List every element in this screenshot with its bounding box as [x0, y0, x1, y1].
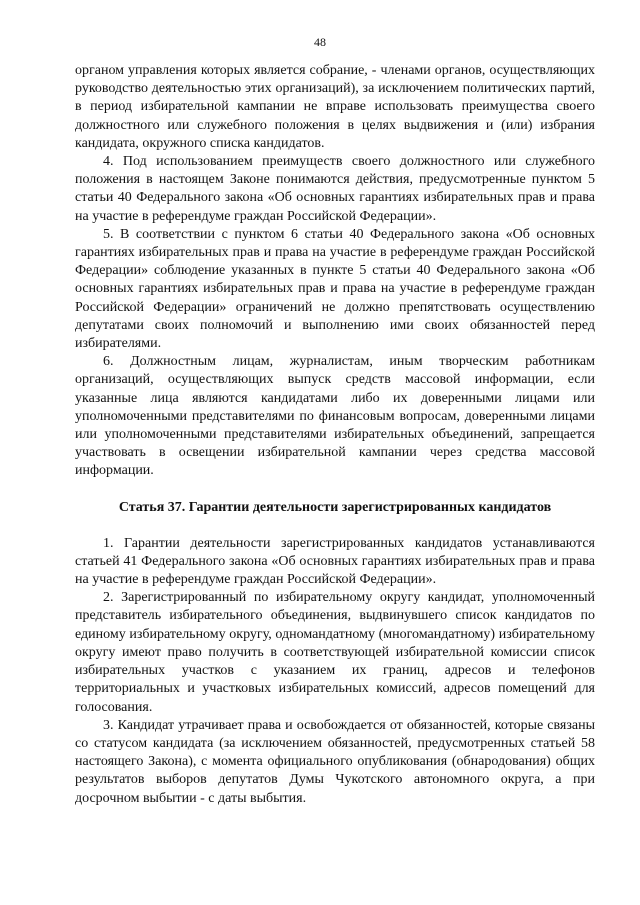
- paragraph-item-6: 6. Должностным лицам, журналистам, иным творческим работникам организаций, осуществляющих выпуск средств массовой информации, если указанные лица являются кандидатами либо их доверенными лицами или уполномоченными представителями по финансовым вопросам, доверенными лицами или уполномоченными представителями избирательных объединений, запрещается участвовать в освещении избирательной кампании через средства массовой информации.: [75, 354, 595, 479]
- page-number: 48: [314, 35, 326, 49]
- article-paragraph-3: 3. Кандидат утрачивает права и освобождается от обязанностей, которые связаны со статусом кандидата (за исключением обязанностей, предусмотренных статьей 58 настоящего Закона), с момента официального опубликования (обнародования) общих результатов выборов депутатов Думы Чукотского автономного округа, а при досрочном выбытии - с даты выбытия.: [75, 717, 595, 806]
- paragraph-continuation: органом управления которых является собрание, - членами органов, осуществляющих руководство деятельностью этих организаций), за исключением политических партий, в период избирательной кампании не вправе использовать преимущества своего должностного или служебного положения в целях выдвижения и (или) избрания кандидата, окружного списка кандидатов.: [75, 63, 595, 151]
- paragraph-item-5: 5. В соответствии с пунктом 6 статьи 40 Федерального закона «Об основных гарантиях избирательных прав и права на участие в референдуме граждан Российской Федерации» соблюдение указанных в пункте 5 статьи 40 Федерального закона «Об основных гарантиях избирательных прав и права на участие в референдуме граждан Российской Федерации» ограничений не должно препятствовать осуществлению депутатами своих полномочий и выполнению ими своих обязанностей перед избирателями.: [75, 226, 595, 352]
- paragraph-item-4: 4. Под использованием преимуществ своего должностного или служебного положения в настоящем Законе понимаются действия, предусмотренные пунктом 5 статьи 40 Федерального закона «Об основных гарантиях избирательных прав и права на участие в референдуме граждан Российской Федерации».: [75, 154, 595, 224]
- article-heading: Статья 37. Гарантии деятельности зарегистрированных кандидатов: [118, 499, 552, 515]
- article-paragraph-1: 1. Гарантии деятельности зарегистрированных кандидатов устанавливаются статьей 41 Федерального закона «Об основных гарантиях избирательных прав и права на участие в референдуме граждан Российской Федерации».: [75, 535, 595, 588]
- article-paragraph-2: 2. Зарегистрированный по избирательному округу кандидат, уполномоченный представитель избирательного объединения, выдвинувшего список кандидатов по единому избирательному округу, одномандатному (многомандатному) избирательному округу имеют право получить в соответствующей избирательной комиссии список избирательных участков с указанием их границ, адресов и телефонов территориальных и участковых избирательных комиссий, адресов помещений для голосования.: [75, 590, 595, 715]
- document-body: [75, 62, 595, 808]
